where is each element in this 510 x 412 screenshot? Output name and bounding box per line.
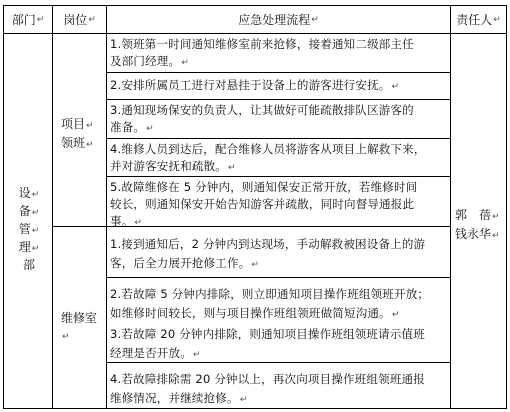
paragraph-mark: ↵ <box>239 395 248 405</box>
step-line: 2.若故障 5 分钟内排除，则立即通知项目操作班组领班开放； <box>110 287 430 301</box>
paragraph-mark: ↵ <box>492 212 500 222</box>
column-divider <box>106 5 107 409</box>
step-line: 2.安排所属员工进行对悬挂于设备上的游客进行安抚。 <box>110 78 391 92</box>
department-char: 备 <box>18 204 31 218</box>
paragraph-mark: ↵ <box>192 350 201 360</box>
paragraph-mark: ↵ <box>391 82 400 92</box>
paragraph-mark: ↵ <box>31 190 40 200</box>
paragraph-mark: ↵ <box>31 226 40 236</box>
position-label: 项目 <box>61 117 86 131</box>
table-border-left <box>3 5 4 409</box>
paragraph-mark: ↵ <box>31 208 40 218</box>
header-department <box>4 6 52 33</box>
paragraph-mark: ↵ <box>492 231 500 241</box>
row-divider <box>106 138 450 139</box>
step-cell <box>110 77 448 96</box>
step-cell <box>110 36 448 72</box>
step-line: 及部门经理。 <box>110 54 181 68</box>
paragraph-mark: ↵ <box>311 14 319 25</box>
header-responsible-label: 责任人 <box>456 13 493 27</box>
paragraph-mark: ↵ <box>251 260 260 270</box>
step-line: 维修情况，并继续抢修。 <box>110 391 239 405</box>
step-line: 客，后全力展开抢修工作。 <box>110 256 251 270</box>
emergency-procedure-table <box>3 5 507 409</box>
paragraph-mark: ↵ <box>31 244 40 254</box>
row-divider <box>106 277 450 278</box>
step-line: 经理是否开放。 <box>110 346 192 360</box>
header-responsible <box>451 6 506 33</box>
header-position-label: 岗位 <box>63 13 88 27</box>
step-line: 如维修时间较长，则与项目操作班组领班做简短沟通。 <box>110 306 391 320</box>
step-line: 1.领班第一时间通知维修室前来抢修，接着通知二级部主任 <box>110 37 414 51</box>
department-char: 理 <box>18 240 31 254</box>
header-process <box>107 6 450 33</box>
column-divider <box>450 5 451 409</box>
department-char: 管 <box>18 222 31 236</box>
position-label: 维修室 <box>61 311 98 325</box>
step-line: 4.维修人员到达后，配合维修人员将游客从项目上解救下来， <box>110 142 426 156</box>
department-char: 部 <box>22 258 35 272</box>
column-divider <box>52 5 53 409</box>
responsible-cell <box>455 207 505 245</box>
paragraph-mark: ↵ <box>493 14 501 25</box>
paragraph-mark: ↵ <box>146 124 154 134</box>
step-line: 准备。 <box>110 120 146 134</box>
step-line: 1.接到通知后，2 分钟内到达现场，手动解救被困设备上的游 <box>110 237 426 251</box>
department-char: 设 <box>18 186 31 200</box>
paragraph-mark: ↵ <box>134 218 143 228</box>
step-cell <box>110 370 448 410</box>
step-cell <box>110 179 448 232</box>
paragraph-mark: ↵ <box>228 163 236 173</box>
responsible-name: 郭 蓓 <box>455 208 492 222</box>
step-cell <box>110 141 448 177</box>
header-department-label: 部门 <box>11 13 36 27</box>
position-label: 领班 <box>61 136 86 150</box>
position-cell-group-1 <box>61 116 105 154</box>
step-cell <box>110 235 448 275</box>
paragraph-mark: ↵ <box>86 140 94 150</box>
paragraph-mark: ↵ <box>391 310 400 320</box>
position-cell-group-2 <box>61 310 105 346</box>
step-line: 3.通知现场保安的负责人，让其做好可能疏散排队区游客的 <box>110 103 414 117</box>
row-divider <box>106 99 450 100</box>
step-line: 事。 <box>110 214 134 228</box>
paragraph-mark: ↵ <box>88 14 96 25</box>
paragraph-mark: ↵ <box>36 14 45 25</box>
header-position <box>53 6 106 33</box>
table-border-right <box>506 5 507 409</box>
responsible-name: 钱永华 <box>455 227 492 241</box>
step-line: 5.故障维修在 5 分钟内，则通知保安正常开放，若维修时间 <box>110 180 418 194</box>
step-line: 4.若故障排除需 20 分钟以上，再次向项目操作班组领班通报 <box>110 372 425 386</box>
header-process-label: 应急处理流程 <box>238 13 311 27</box>
paragraph-mark: ↵ <box>86 121 94 131</box>
step-line: 并对游客安抚和疏散。 <box>110 159 227 173</box>
paragraph-mark: ↵ <box>62 332 70 342</box>
department-cell <box>9 185 49 273</box>
step-cell <box>110 102 448 138</box>
header-divider <box>3 33 507 34</box>
paragraph-mark: ↵ <box>181 58 189 68</box>
step-line: 3.若故障 20 分钟内排除，则通知项目操作班组领班请示值班 <box>110 327 425 341</box>
row-divider <box>106 72 450 73</box>
step-line: 较长，则通知保安开始告知游客并疏散，同时向督导通报此 <box>110 197 415 211</box>
step-cell <box>110 285 448 365</box>
